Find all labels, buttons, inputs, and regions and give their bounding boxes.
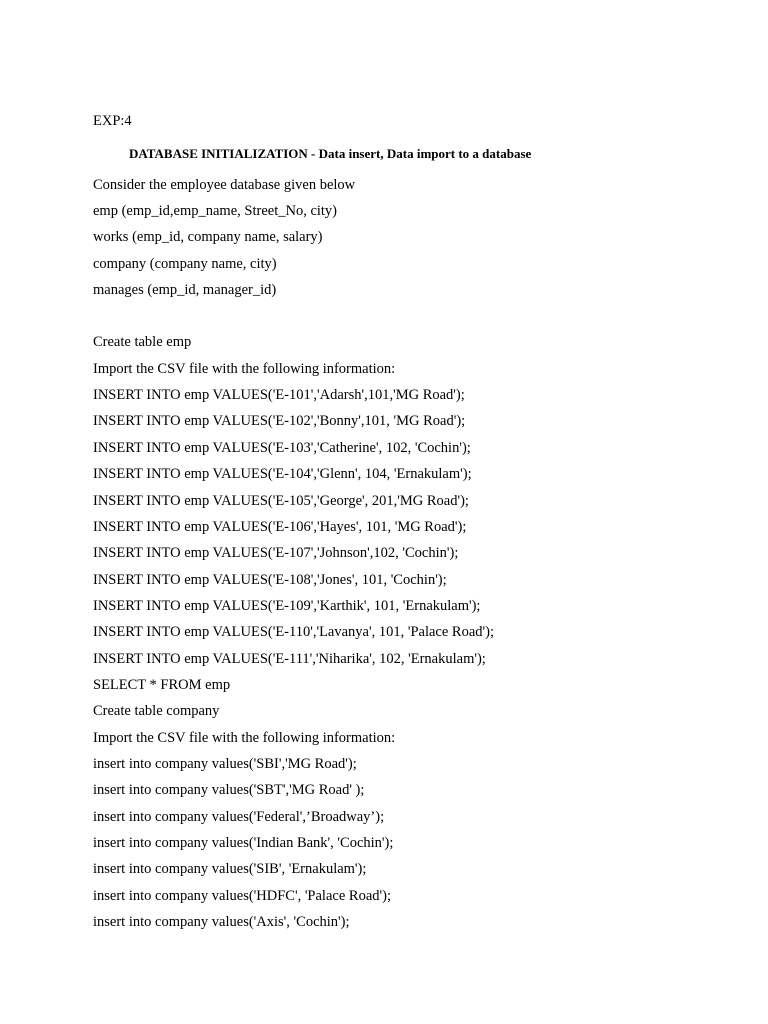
sql-line: insert into company values('SBT','MG Road' ); [93,782,365,798]
text-line: Import the CSV file with the following information: [93,730,396,746]
text-line: Import the CSV file with the following information: [93,361,396,377]
text-line: Consider the employee database given below [93,177,356,193]
text-line: works (emp_id, company name, salary) [93,229,323,245]
sql-line: INSERT INTO emp VALUES('E-110','Lavanya', 101, 'Palace Road'); [93,624,495,640]
sql-line: INSERT INTO emp VALUES('E-106','Hayes', 101, 'MG Road'); [93,519,467,535]
sql-line: INSERT INTO emp VALUES('E-111','Niharika', 102, 'Ernakulam'); [93,651,486,667]
sql-line: insert into company values('SBI','MG Road'); [93,756,357,772]
text-line: Create table company [93,703,220,719]
text-line: company (company name, city) [93,256,277,272]
sql-line: SELECT * FROM emp [93,677,231,693]
sql-line: insert into company values('HDFC', 'Palace Road'); [93,888,391,904]
sql-line: INSERT INTO emp VALUES('E-107','Johnson',102, 'Cochin'); [93,545,459,561]
sql-line: insert into company values('SIB', 'Ernakulam'); [93,861,367,877]
text-line: Create table emp [93,334,192,350]
sql-line: INSERT INTO emp VALUES('E-103','Catherine', 102, 'Cochin'); [93,440,471,456]
sql-line: INSERT INTO emp VALUES('E-108','Jones', 101, 'Cochin'); [93,572,447,588]
sql-line: INSERT INTO emp VALUES('E-102','Bonny',101, 'MG Road'); [93,413,466,429]
text-line: emp (emp_id,emp_name, Street_No, city) [93,203,338,219]
sql-line: insert into company values('Indian Bank', 'Cochin'); [93,835,394,851]
sql-line: insert into company values('Axis', 'Cochin'); [93,914,350,930]
exp-label: EXP:4 [93,113,132,129]
sql-line: INSERT INTO emp VALUES('E-104','Glenn', 104, 'Ernakulam'); [93,466,472,482]
sql-line: insert into company values('Federal',’Broadway’); [93,809,385,825]
sql-line: INSERT INTO emp VALUES('E-101','Adarsh',101,'MG Road'); [93,387,465,403]
sql-line: INSERT INTO emp VALUES('E-105','George', 201,'MG Road'); [93,493,469,509]
text-line: manages (emp_id, manager_id) [93,282,277,298]
sql-line: INSERT INTO emp VALUES('E-109','Karthik', 101, 'Ernakulam'); [93,598,481,614]
document-heading: DATABASE INITIALIZATION - Data insert, Data import to a database [129,146,532,161]
